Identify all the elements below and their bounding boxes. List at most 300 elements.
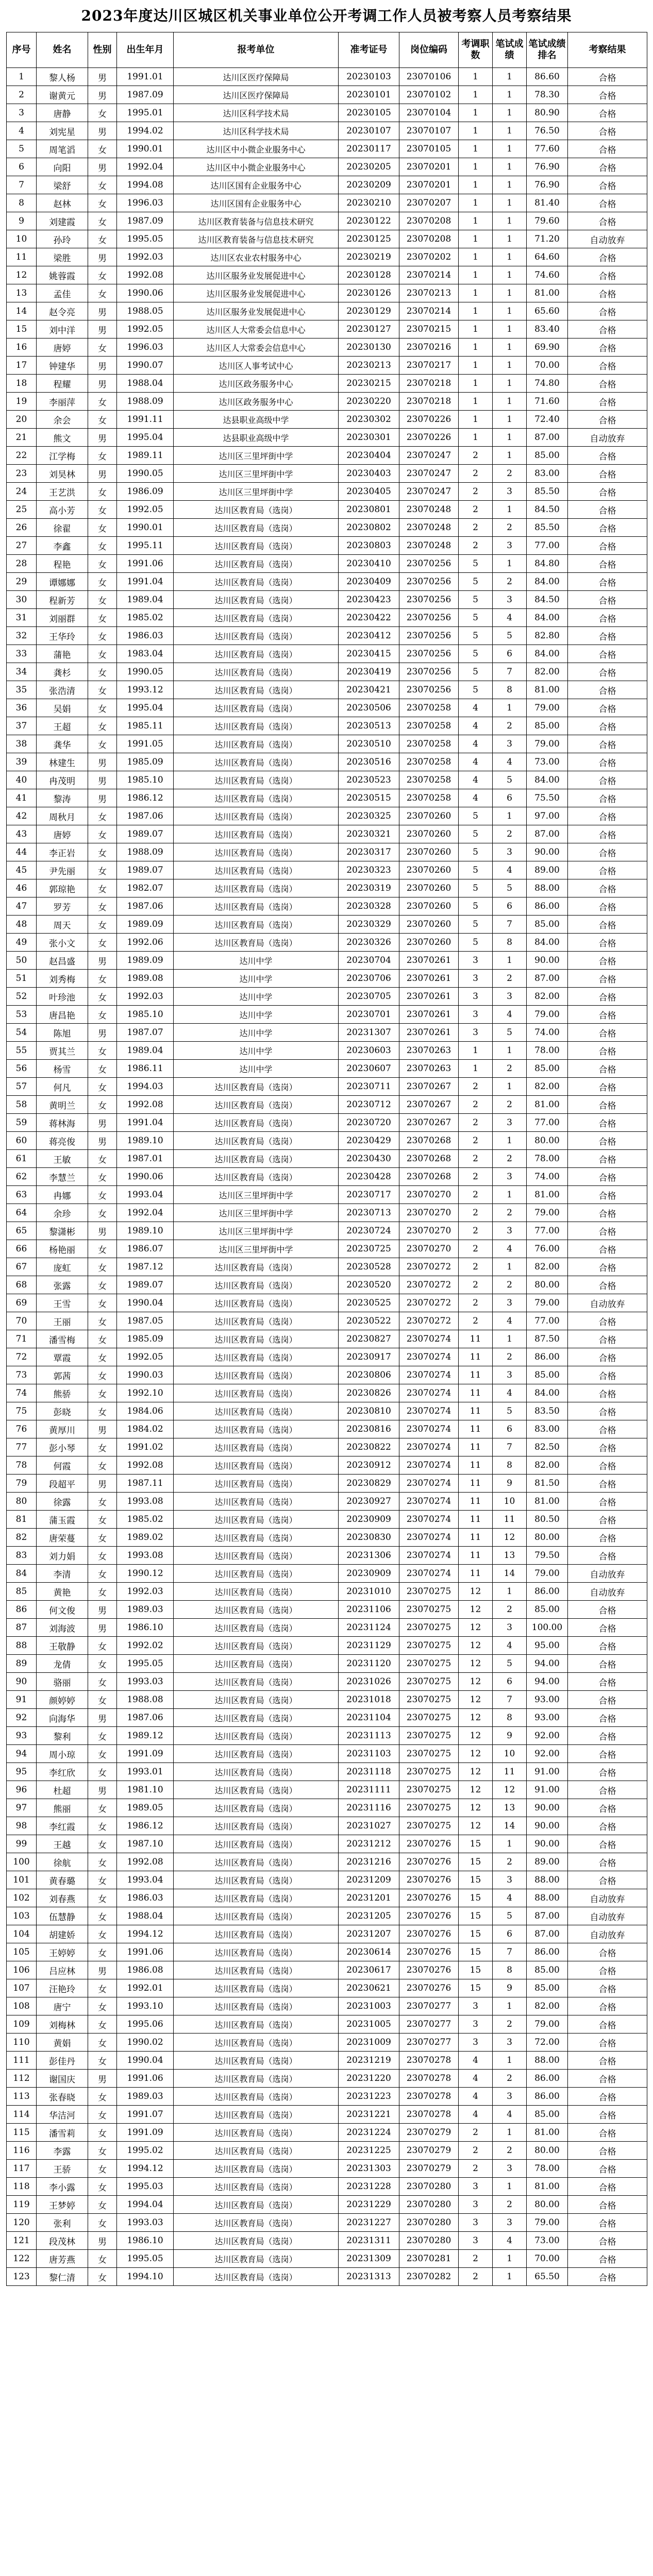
cell-gender: 女 <box>88 1348 117 1366</box>
cell-result: 合格 <box>568 1438 647 1456</box>
cell-score: 78.00 <box>527 1150 568 1168</box>
table-row <box>7 248 647 266</box>
cell-post-code: 23070275 <box>399 1583 459 1601</box>
table-row <box>7 861 647 879</box>
cell-post-code: 23070268 <box>399 1132 459 1150</box>
cell-name: 姚蓉霞 <box>37 266 88 284</box>
cell-birth: 1982.07 <box>117 879 174 897</box>
table-row <box>7 2214 647 2232</box>
cell-result: 合格 <box>568 2142 647 2160</box>
cell-name: 徐翟 <box>37 519 88 537</box>
cell-birth: 1986.12 <box>117 789 174 807</box>
cell-name: 谭娜娜 <box>37 573 88 591</box>
cell-gender: 女 <box>88 1493 117 1511</box>
cell-name: 林建生 <box>37 753 88 771</box>
cell-post-code: 23070270 <box>399 1204 459 1222</box>
cell-exam-id: 20230713 <box>339 1204 399 1222</box>
cell-seq: 4 <box>7 122 37 140</box>
table-row <box>7 537 647 555</box>
cell-gender: 男 <box>88 753 117 771</box>
cell-unit: 达川中学 <box>174 1060 339 1078</box>
cell-birth: 1986.07 <box>117 1240 174 1258</box>
cell-rank: 1 <box>493 68 527 86</box>
cell-gender: 女 <box>88 1547 117 1565</box>
table-row <box>7 699 647 717</box>
cell-birth: 1990.06 <box>117 284 174 302</box>
cell-unit: 达川区教育局（选岗） <box>174 1907 339 1925</box>
cell-birth: 1994.12 <box>117 1925 174 1943</box>
cell-gender: 女 <box>88 591 117 609</box>
cell-gender: 男 <box>88 429 117 447</box>
cell-unit: 达川区三里坪街中学 <box>174 1204 339 1222</box>
cell-gender: 女 <box>88 176 117 194</box>
table-row <box>7 1925 647 1943</box>
cell-rank: 3 <box>493 1114 527 1132</box>
cell-post-code: 23070260 <box>399 897 459 916</box>
cell-seq: 34 <box>7 663 37 681</box>
cell-exam-id: 20230126 <box>339 284 399 302</box>
cell-seq: 95 <box>7 1763 37 1781</box>
cell-post-code: 23070274 <box>399 1475 459 1493</box>
cell-quota: 2 <box>459 2268 493 2286</box>
cell-seq: 46 <box>7 879 37 897</box>
cell-result: 合格 <box>568 1006 647 1024</box>
cell-gender: 男 <box>88 320 117 338</box>
cell-seq: 26 <box>7 519 37 537</box>
cell-unit: 达川区教育局（选岗） <box>174 2178 339 2196</box>
table-row <box>7 1132 647 1150</box>
cell-post-code: 23070248 <box>399 537 459 555</box>
cell-seq: 69 <box>7 1294 37 1312</box>
cell-gender: 女 <box>88 843 117 861</box>
cell-result: 合格 <box>568 970 647 988</box>
cell-seq: 90 <box>7 1673 37 1691</box>
cell-score: 83.40 <box>527 320 568 338</box>
cell-post-code: 23070277 <box>399 2033 459 2052</box>
cell-unit: 达川区教育局（选岗） <box>174 1709 339 1727</box>
table-row <box>7 2178 647 2196</box>
cell-exam-id: 20230717 <box>339 1186 399 1204</box>
cell-birth: 1993.08 <box>117 1493 174 1511</box>
cell-rank: 3 <box>493 2033 527 2052</box>
cell-exam-id: 20230525 <box>339 1294 399 1312</box>
cell-result: 合格 <box>568 1691 647 1709</box>
cell-result: 合格 <box>568 699 647 717</box>
cell-score: 88.00 <box>527 879 568 897</box>
cell-post-code: 23070258 <box>399 735 459 753</box>
cell-gender: 女 <box>88 573 117 591</box>
cell-quota: 15 <box>459 1871 493 1889</box>
cell-post-code: 23070201 <box>399 176 459 194</box>
cell-unit: 达川区教育装备与信息技术研究 <box>174 212 339 230</box>
cell-post-code: 23070260 <box>399 879 459 897</box>
cell-name: 彭佳丹 <box>37 2052 88 2070</box>
table-row <box>7 1655 647 1673</box>
cell-gender: 男 <box>88 952 117 970</box>
table-row <box>7 194 647 212</box>
cell-result: 合格 <box>568 1853 647 1871</box>
cell-seq: 18 <box>7 375 37 393</box>
cell-unit: 达川区服务业发展促进中心 <box>174 266 339 284</box>
cell-gender: 女 <box>88 1186 117 1204</box>
cell-unit: 达川区教育局（选岗） <box>174 1312 339 1330</box>
cell-exam-id: 20230325 <box>339 807 399 825</box>
cell-exam-id: 20230706 <box>339 970 399 988</box>
cell-unit: 达川区教育局（选岗） <box>174 609 339 627</box>
cell-gender: 女 <box>88 2052 117 2070</box>
cell-rank: 5 <box>493 627 527 645</box>
cell-unit: 达川区国有企业服务中心 <box>174 194 339 212</box>
cell-exam-id: 20231313 <box>339 2268 399 2286</box>
cell-exam-id: 20231229 <box>339 2196 399 2214</box>
cell-birth: 1994.02 <box>117 122 174 140</box>
cell-exam-id: 20231018 <box>339 1691 399 1709</box>
cell-exam-id: 20230621 <box>339 1979 399 1997</box>
cell-name: 庞虹 <box>37 1258 88 1276</box>
cell-unit: 达川区教育局（选岗） <box>174 2015 339 2033</box>
cell-gender: 女 <box>88 2214 117 2232</box>
cell-name: 唐芳燕 <box>37 2250 88 2268</box>
cell-unit: 达川区教育局（选岗） <box>174 519 339 537</box>
cell-birth: 1987.06 <box>117 1709 174 1727</box>
cell-seq: 100 <box>7 1853 37 1871</box>
cell-unit: 达川区教育局（选岗） <box>174 2088 339 2106</box>
cell-exam-id: 20230523 <box>339 771 399 789</box>
cell-quota: 5 <box>459 681 493 699</box>
cell-name: 陈旭 <box>37 1024 88 1042</box>
cell-unit: 达川区服务业发展促进中心 <box>174 284 339 302</box>
cell-unit: 达川区教育局（选岗） <box>174 1583 339 1601</box>
cell-seq: 99 <box>7 1835 37 1853</box>
table-row <box>7 1997 647 2015</box>
cell-quota: 1 <box>459 429 493 447</box>
cell-unit: 达川区教育局（选岗） <box>174 1853 339 1871</box>
cell-score: 82.00 <box>527 1997 568 2015</box>
cell-post-code: 23070272 <box>399 1294 459 1312</box>
cell-unit: 达川区教育局（选岗） <box>174 2268 339 2286</box>
cell-exam-id: 20230321 <box>339 825 399 843</box>
cell-score: 80.00 <box>527 2196 568 2214</box>
cell-gender: 女 <box>88 2088 117 2106</box>
cell-score: 79.00 <box>527 699 568 717</box>
cell-quota: 2 <box>459 2250 493 2268</box>
cell-gender: 女 <box>88 230 117 248</box>
cell-exam-id: 20230103 <box>339 68 399 86</box>
cell-exam-id: 20230513 <box>339 717 399 735</box>
table-row <box>7 2088 647 2106</box>
cell-result: 合格 <box>568 519 647 537</box>
cell-score: 73.00 <box>527 753 568 771</box>
cell-gender: 女 <box>88 988 117 1006</box>
cell-name: 罗芳 <box>37 897 88 916</box>
cell-unit: 达川中学 <box>174 952 339 970</box>
cell-score: 85.00 <box>527 717 568 735</box>
cell-seq: 25 <box>7 501 37 519</box>
cell-name: 李慧兰 <box>37 1168 88 1186</box>
cell-unit: 达川区教育局（选岗） <box>174 879 339 897</box>
cell-score: 76.90 <box>527 158 568 176</box>
cell-name: 冉茂明 <box>37 771 88 789</box>
cell-post-code: 23070275 <box>399 1817 459 1835</box>
table-row <box>7 1871 647 1889</box>
cell-seq: 105 <box>7 1943 37 1961</box>
cell-exam-id: 20230210 <box>339 194 399 212</box>
table-row <box>7 1222 647 1240</box>
cell-result: 合格 <box>568 375 647 393</box>
cell-quota: 15 <box>459 1925 493 1943</box>
cell-exam-id: 20230117 <box>339 140 399 158</box>
cell-rank: 11 <box>493 1763 527 1781</box>
cell-seq: 73 <box>7 1366 37 1384</box>
cell-rank: 5 <box>493 771 527 789</box>
cell-result: 合格 <box>568 1493 647 1511</box>
cell-name: 骆丽 <box>37 1673 88 1691</box>
cell-rank: 2 <box>493 1348 527 1366</box>
cell-unit: 达川区政务服务中心 <box>174 393 339 411</box>
cell-rank: 4 <box>493 1006 527 1024</box>
cell-score: 92.00 <box>527 1745 568 1763</box>
cell-rank: 1 <box>493 1132 527 1150</box>
cell-result: 自动放弃 <box>568 429 647 447</box>
cell-birth: 1990.04 <box>117 2052 174 2070</box>
cell-rank: 3 <box>493 1222 527 1240</box>
cell-quota: 1 <box>459 194 493 212</box>
cell-gender: 女 <box>88 266 117 284</box>
cell-unit: 达川区教育局（选岗） <box>174 1276 339 1294</box>
cell-result: 合格 <box>568 2196 647 2214</box>
cell-result: 自动放弃 <box>568 1907 647 1925</box>
cell-unit: 达川区教育局（选岗） <box>174 573 339 591</box>
cell-name: 彭晓 <box>37 1402 88 1420</box>
cell-rank: 2 <box>493 1150 527 1168</box>
cell-exam-id: 20230219 <box>339 248 399 266</box>
cell-birth: 1988.09 <box>117 393 174 411</box>
cell-unit: 达川区教育局（选岗） <box>174 1438 339 1456</box>
cell-quota: 2 <box>459 483 493 501</box>
cell-seq: 17 <box>7 357 37 375</box>
table-body <box>7 68 647 2286</box>
table-row <box>7 302 647 320</box>
cell-quota: 2 <box>459 1204 493 1222</box>
cell-birth: 1988.08 <box>117 1691 174 1709</box>
cell-name: 刘力娟 <box>37 1547 88 1565</box>
cell-result: 合格 <box>568 447 647 465</box>
cell-quota: 12 <box>459 1655 493 1673</box>
cell-name: 唐静 <box>37 104 88 122</box>
cell-unit: 达川区三里坪街中学 <box>174 1186 339 1204</box>
cell-post-code: 23070274 <box>399 1330 459 1348</box>
table-row <box>7 591 647 609</box>
cell-birth: 1992.08 <box>117 1096 174 1114</box>
cell-exam-id: 20230423 <box>339 591 399 609</box>
cell-unit: 达川区医疗保障局 <box>174 68 339 86</box>
cell-gender: 女 <box>88 537 117 555</box>
cell-birth: 1992.08 <box>117 266 174 284</box>
cell-post-code: 23070208 <box>399 212 459 230</box>
cell-exam-id: 20231227 <box>339 2214 399 2232</box>
cell-name: 龚华 <box>37 735 88 753</box>
cell-birth: 1993.12 <box>117 681 174 699</box>
cell-result: 合格 <box>568 1961 647 1979</box>
cell-score: 86.00 <box>527 1583 568 1601</box>
cell-unit: 达川区教育局（选岗） <box>174 537 339 555</box>
cell-seq: 96 <box>7 1781 37 1799</box>
cell-birth: 1992.03 <box>117 248 174 266</box>
cell-rank: 1 <box>493 429 527 447</box>
cell-birth: 1989.09 <box>117 916 174 934</box>
cell-score: 81.00 <box>527 284 568 302</box>
cell-rank: 2 <box>493 970 527 988</box>
cell-score: 80.50 <box>527 1511 568 1529</box>
cell-result: 合格 <box>568 1456 647 1475</box>
cell-exam-id: 20230328 <box>339 897 399 916</box>
table-row <box>7 897 647 916</box>
cell-score: 79.60 <box>527 212 568 230</box>
table-row <box>7 1907 647 1925</box>
cell-rank: 7 <box>493 1691 527 1709</box>
cell-post-code: 23070105 <box>399 140 459 158</box>
cell-unit: 达川区人事考试中心 <box>174 357 339 375</box>
cell-unit: 达川区教育局（选岗） <box>174 1871 339 1889</box>
cell-post-code: 23070248 <box>399 519 459 537</box>
cell-score: 82.50 <box>527 1438 568 1456</box>
cell-post-code: 23070202 <box>399 248 459 266</box>
cell-result: 合格 <box>568 2250 647 2268</box>
cell-birth: 1988.05 <box>117 302 174 320</box>
cell-name: 余珍 <box>37 1204 88 1222</box>
cell-exam-id: 20231201 <box>339 1889 399 1907</box>
cell-score: 84.00 <box>527 645 568 663</box>
cell-name: 李正岩 <box>37 843 88 861</box>
cell-unit: 达川区教育局（选岗） <box>174 916 339 934</box>
cell-result: 合格 <box>568 1312 647 1330</box>
table-row <box>7 1961 647 1979</box>
cell-name: 蒲艳 <box>37 645 88 663</box>
cell-result: 合格 <box>568 338 647 357</box>
cell-birth: 1986.11 <box>117 1060 174 1078</box>
cell-exam-id: 20230614 <box>339 1943 399 1961</box>
cell-quota: 1 <box>459 266 493 284</box>
cell-name: 孙玲 <box>37 230 88 248</box>
cell-result: 合格 <box>568 1871 647 1889</box>
cell-quota: 12 <box>459 1601 493 1619</box>
table-row <box>7 771 647 789</box>
cell-post-code: 23070215 <box>399 320 459 338</box>
cell-name: 唐婷 <box>37 338 88 357</box>
cell-birth: 1988.04 <box>117 375 174 393</box>
cell-quota: 11 <box>459 1438 493 1456</box>
cell-quota: 1 <box>459 411 493 429</box>
cell-result: 自动放弃 <box>568 1583 647 1601</box>
cell-seq: 55 <box>7 1042 37 1060</box>
cell-name: 刘建霞 <box>37 212 88 230</box>
cell-name: 唐婷 <box>37 825 88 843</box>
cell-gender: 女 <box>88 2124 117 2142</box>
cell-name: 彭小琴 <box>37 1438 88 1456</box>
cell-unit: 达川区教育局（选岗） <box>174 681 339 699</box>
cell-exam-id: 20231309 <box>339 2250 399 2268</box>
cell-birth: 1992.03 <box>117 988 174 1006</box>
cell-birth: 1993.01 <box>117 1763 174 1781</box>
cell-rank: 2 <box>493 519 527 537</box>
cell-seq: 3 <box>7 104 37 122</box>
cell-exam-id: 20230720 <box>339 1114 399 1132</box>
cell-result: 合格 <box>568 284 647 302</box>
cell-unit: 达川区教育局（选岗） <box>174 1348 339 1366</box>
cell-seq: 86 <box>7 1601 37 1619</box>
table-row <box>7 68 647 86</box>
cell-exam-id: 20230927 <box>339 1493 399 1511</box>
cell-score: 87.00 <box>527 825 568 843</box>
cell-quota: 1 <box>459 140 493 158</box>
cell-post-code: 23070218 <box>399 375 459 393</box>
cell-quota: 4 <box>459 2070 493 2088</box>
cell-seq: 115 <box>7 2124 37 2142</box>
cell-rank: 1 <box>493 338 527 357</box>
cell-seq: 81 <box>7 1511 37 1529</box>
cell-rank: 4 <box>493 861 527 879</box>
cell-rank: 3 <box>493 483 527 501</box>
cell-quota: 2 <box>459 465 493 483</box>
cell-exam-id: 20230213 <box>339 357 399 375</box>
cell-score: 91.00 <box>527 1763 568 1781</box>
cell-gender: 女 <box>88 1312 117 1330</box>
cell-birth: 1991.04 <box>117 1114 174 1132</box>
cell-birth: 1986.09 <box>117 483 174 501</box>
cell-quota: 1 <box>459 320 493 338</box>
table-row <box>7 429 647 447</box>
cell-rank: 4 <box>493 2232 527 2250</box>
header-result: 考察结果 <box>568 32 647 68</box>
cell-birth: 1987.10 <box>117 1835 174 1853</box>
cell-result: 合格 <box>568 302 647 320</box>
cell-exam-id: 20231118 <box>339 1763 399 1781</box>
cell-exam-id: 20230826 <box>339 1384 399 1402</box>
table-row <box>7 1673 647 1691</box>
table-row <box>7 1042 647 1060</box>
cell-gender: 男 <box>88 122 117 140</box>
cell-gender: 女 <box>88 1150 117 1168</box>
cell-exam-id: 20230107 <box>339 122 399 140</box>
cell-rank: 1 <box>493 411 527 429</box>
cell-name: 刘秀梅 <box>37 970 88 988</box>
cell-post-code: 23070226 <box>399 429 459 447</box>
cell-score: 80.90 <box>527 104 568 122</box>
cell-exam-id: 20231219 <box>339 2052 399 2070</box>
cell-seq: 39 <box>7 753 37 771</box>
cell-result: 合格 <box>568 934 647 952</box>
cell-quota: 3 <box>459 970 493 988</box>
cell-gender: 女 <box>88 2015 117 2033</box>
cell-gender: 女 <box>88 1456 117 1475</box>
cell-exam-id: 20231026 <box>339 1673 399 1691</box>
cell-birth: 1995.05 <box>117 1655 174 1673</box>
cell-exam-id: 20230302 <box>339 411 399 429</box>
cell-quota: 15 <box>459 1835 493 1853</box>
cell-exam-id: 20230516 <box>339 753 399 771</box>
cell-gender: 女 <box>88 284 117 302</box>
cell-seq: 59 <box>7 1114 37 1132</box>
cell-rank: 6 <box>493 1420 527 1438</box>
cell-birth: 1995.03 <box>117 2178 174 2196</box>
cell-result: 合格 <box>568 916 647 934</box>
cell-score: 84.00 <box>527 934 568 952</box>
cell-unit: 达川区教育局（选岗） <box>174 1475 339 1493</box>
cell-birth: 1995.02 <box>117 2142 174 2160</box>
cell-gender: 女 <box>88 699 117 717</box>
cell-gender: 女 <box>88 1943 117 1961</box>
cell-result: 合格 <box>568 1240 647 1258</box>
